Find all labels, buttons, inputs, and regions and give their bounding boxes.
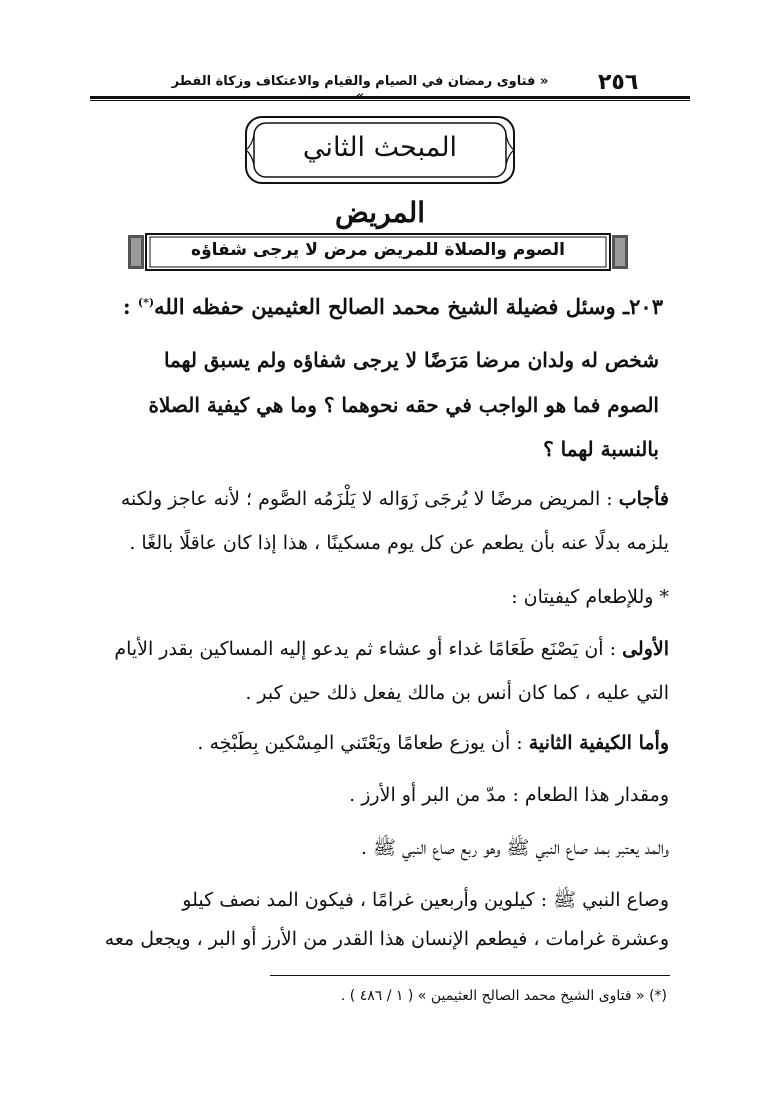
header-rule [90,96,690,99]
question-line-1: شخص له ولدان مرضا مَرَضًا لا يرجى شفاؤه ولم يسبق لهما [163,348,659,372]
question-colon: : [122,294,138,319]
section-title: المبحث الثاني [302,132,458,163]
mudd-line: والمد يعتبر بمد صاع النبي ﷺ وهو ربع صاع النبي ﷺ . [360,837,669,859]
answer-line-2: يلزمه بدلًا عنه بأن يطعم عن كل يوم مسكينًا ، هذا إذا كان عاقلًا بالغًا . [129,532,669,554]
second-method-label: وأما الكيفية الثانية [528,732,669,754]
answer-label: فأجاب [618,488,669,510]
sa-line-2: وعشرة غرامات ، فيطعم الإنسان هذا القدر من الأرز أو البر ، ويجعل معه [104,928,669,950]
second-method-line [197,732,669,754]
answer-line-1 [121,488,669,510]
question-intro: ٢٠٣ـ وسئل فضيلة الشيخ محمد الصالح العثيمين حفظه الله [154,294,663,319]
question-line-2: الصوم فما هو الواجب في حقه نحوهما ؟ وما هي كيفية الصلاة [148,393,659,417]
question-heading [123,294,663,319]
answer-text-1: : المريض مرضًا لا يُرجَى زَوَاله لا يَلْزَمُه الصَّوم ؛ لأنه عاجز ولكنه [120,488,619,510]
page-number: ٢٥٦ [598,70,639,95]
header-rule-thin [90,100,690,101]
sa-line-1: وصاع النبي ﷺ : كيلوين وأربعين غرامًا ، فيكون المد نصف كيلو [182,889,669,911]
first-method-label: الأولى [622,638,669,660]
topic-title: الصوم والصلاة للمريض مرض لا يرجى شفاؤه [191,240,565,260]
footnote: (*) « فتاوى الشيخ محمد الصالح العثيمين » ( ١ / ٤٨٦ ) . [340,988,667,1004]
question-line-3: بالنسبة لهما ؟ [543,437,659,461]
feeding-intro: * وللإطعام كيفيتان : [511,586,669,608]
footnote-marker: (*) [137,296,155,309]
first-method-line-2: التي عليه ، كما كان أنس بن مالك يفعل ذلك حين كبر . [245,682,669,704]
running-head: « فتاوى رمضان في الصيام والقيام والاعتكاف وزكاة الفطر [171,74,549,89]
amount-line: ومقدار هذا الطعام : مدّ من البر أو الأرز . [349,784,669,806]
first-method-line-1 [114,638,669,660]
first-method-text: : أن يَصْنَع طَعَامًا غداء أو عشاء ثم يدعو إليه المساكين بقدر الأيام [114,638,623,660]
chapter-title: المريض [334,196,426,229]
second-method-text: : أن يوزع طعامًا ويَعْتَني المِسْكين بِطَبْخِه . [197,732,529,754]
footnote-rule [270,975,670,976]
